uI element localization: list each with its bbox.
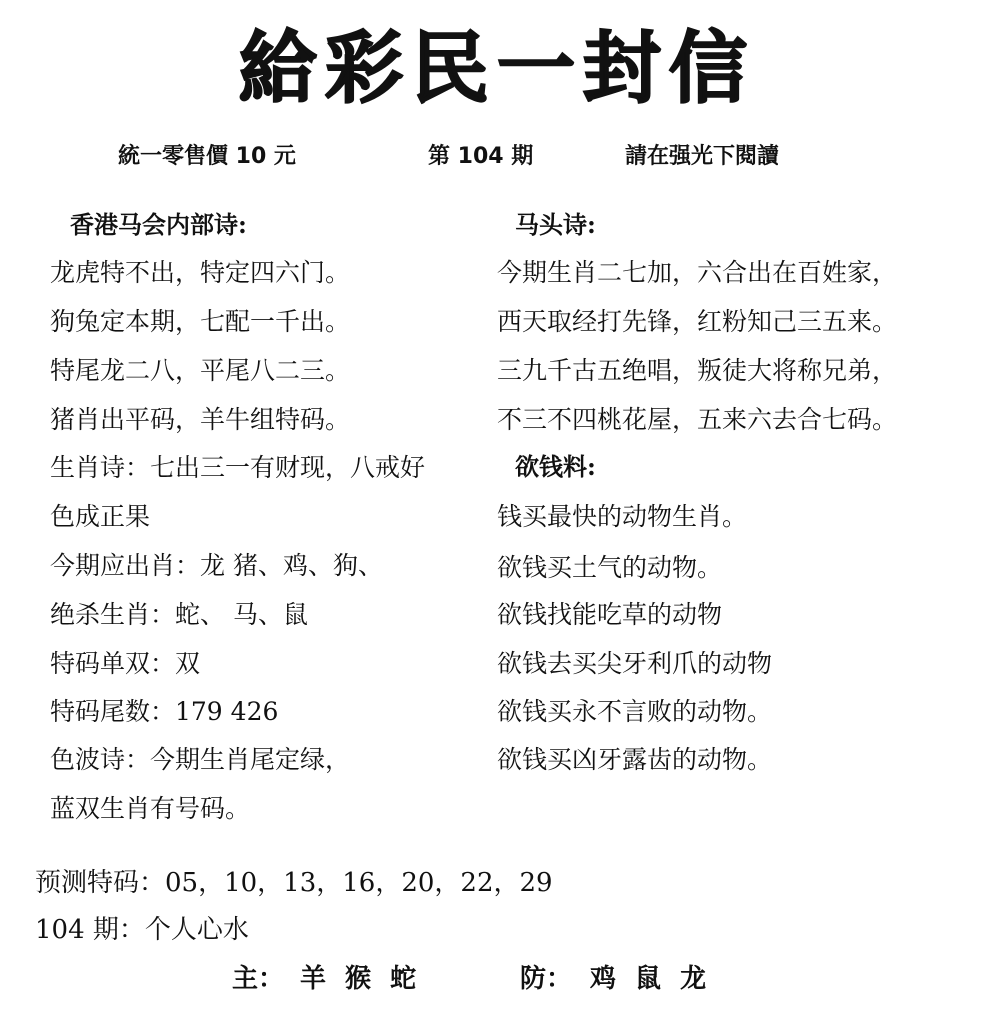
right-line: 西天取经打先锋，红粉知己三五来。 (497, 307, 898, 336)
page-title: 給彩民一封信 (238, 24, 755, 114)
left-line: 猪肖出平码，羊牛组特码。 (50, 405, 351, 434)
left-line: 特尾龙二八，平尾八二三。 (50, 356, 351, 385)
main-label: 主： (232, 964, 285, 994)
left-line: 绝杀生肖：蛇、 马、鼠 (50, 600, 308, 629)
personal-pick: 104 期：个人心水 (35, 915, 249, 945)
right-line: 欲钱买土气的动物。 (497, 553, 723, 582)
right-heading: 马头诗: (515, 210, 596, 239)
left-line: 特码尾数：179 426 (50, 697, 279, 726)
issue-number: 第 104 期 (428, 144, 534, 169)
right-line: 欲钱买永不言败的动物。 (497, 697, 773, 726)
left-line: 色波诗：今期生肖尾定绿， (50, 745, 351, 774)
right-line: 不三不四桃花屋，五来六去合七码。 (497, 405, 898, 434)
left-line: 龙虎特不出，特定四六门。 (50, 258, 351, 287)
predicted-numbers: 预测特码：05，10，13，16，20，22，29 (35, 868, 553, 898)
reading-hint: 請在强光下閱讀 (625, 144, 780, 169)
right-line: 今期生肖二七加，六合出在百姓家， (497, 258, 898, 287)
main-values: 羊 猴 蛇 (300, 964, 417, 994)
price-label: 統一零售價 10 元 (118, 144, 296, 169)
left-line: 狗兔定本期，七配一千出。 (50, 307, 351, 336)
left-line: 蓝双生肖有号码。 (50, 794, 251, 823)
left-line: 生肖诗：七出三一有财现，八戒好 (50, 453, 426, 482)
right-line: 欲钱买凶牙露齿的动物。 (497, 745, 773, 774)
right-line: 欲钱找能吃草的动物 (497, 600, 723, 629)
right-line: 欲钱去买尖牙利爪的动物 (497, 649, 773, 678)
right-heading: 欲钱料: (515, 452, 596, 481)
guard-label: 防： (520, 964, 573, 994)
right-line: 三九千古五绝唱，叛徒大将称兄弟， (497, 356, 898, 385)
right-line: 钱买最快的动物生肖。 (497, 502, 748, 531)
left-heading: 香港马会内部诗: (70, 210, 247, 239)
left-line: 特码单双：双 (50, 649, 201, 678)
left-line: 色成正果 (50, 502, 151, 531)
guard-values: 鸡 鼠 龙 (590, 964, 707, 994)
left-line: 今期应出肖：龙 猪、鸡、狗、 (50, 551, 383, 580)
